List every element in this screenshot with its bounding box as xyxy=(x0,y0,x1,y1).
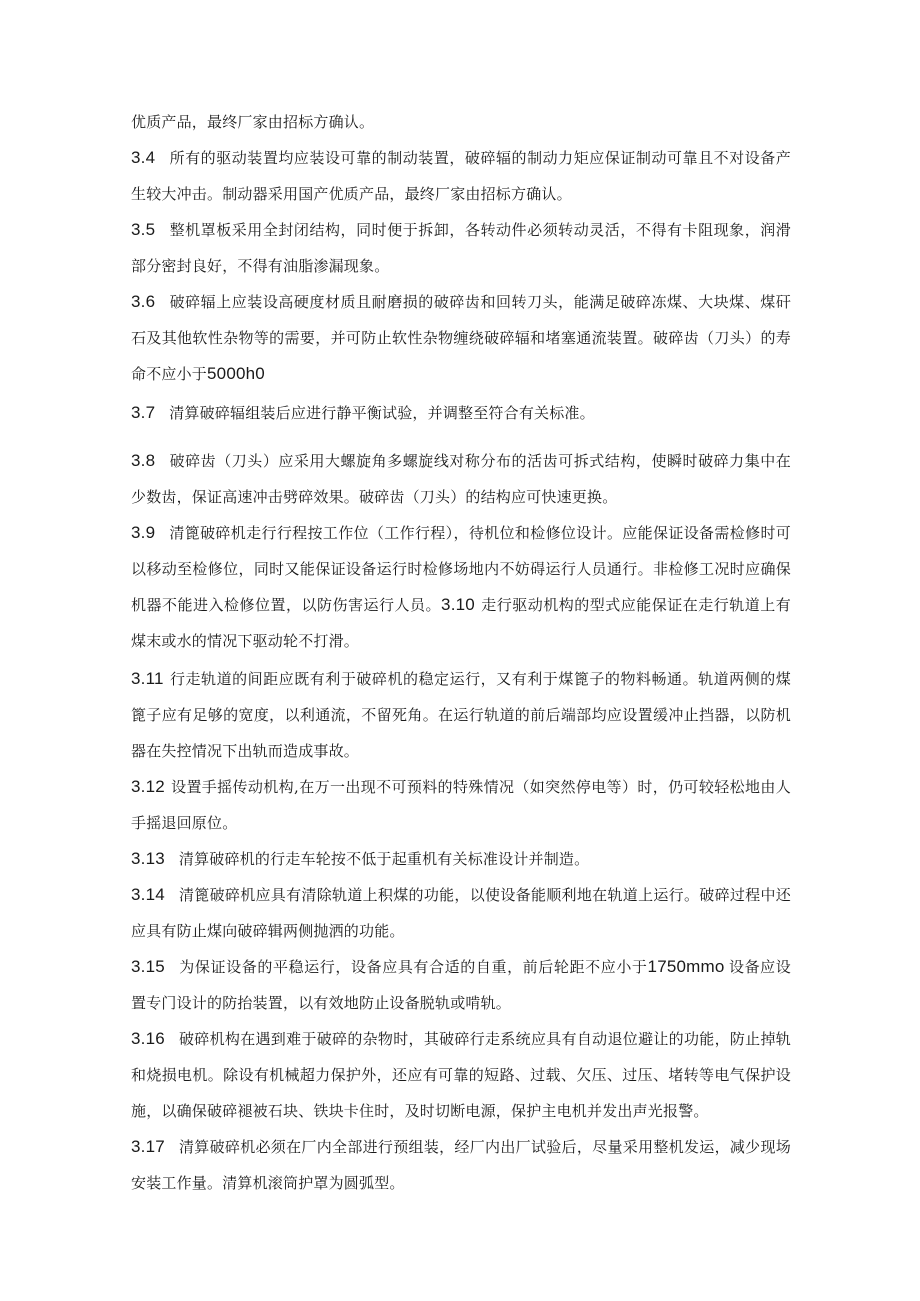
paragraph-3-14 xyxy=(131,877,791,949)
paragraph-text: 走行驱动机构的型式应能保证在走行轨道上有煤末或水的情况下驱动轮不打滑。 xyxy=(131,596,791,650)
paragraph-3-9 xyxy=(131,515,791,659)
section-number: 3.14 xyxy=(131,885,165,904)
section-number: 3.6 xyxy=(131,292,156,311)
paragraph-text: 优质产品，最终厂家由招标方确认。 xyxy=(131,113,375,131)
paragraph-3-13 xyxy=(131,841,791,877)
paragraph-text: 破碎辐上应装设高硬度材质且耐磨损的破碎齿和回转刀头，能满足破碎冻煤、大块煤、煤矸石及其他软性杂物等的需要，并可防止软性杂物缠绕破碎辐和堵塞通流装置。破碎齿（刀头）的寿命不应小于 xyxy=(131,293,791,383)
paragraph-3-6 xyxy=(131,284,791,392)
section-number: 3.15 xyxy=(131,957,165,976)
paragraph-3-5 xyxy=(131,212,791,284)
paragraph-3-8 xyxy=(131,443,791,515)
section-number: 3.12 xyxy=(131,777,165,796)
paragraph-text: 行走轨道的间距应既有利于破碎机的稳定运行，又有利于煤篦子的物料畅通。轨道两侧的煤篦子应有足够的宽度，以利通流，不留死角。在运行轨道的前后端部均应设置缓冲止挡器，以防机器在失控情况下出轨而造成事故。 xyxy=(131,670,791,760)
paragraph-3-15 xyxy=(131,949,791,1021)
section-number: 3.13 xyxy=(131,849,165,868)
lifespan-value: 5000h0 xyxy=(207,364,265,383)
paragraph-text: 清篦破碎机走行行程按工作位（工作行程），待机位和检修位设计。应能保证设备需检修时可以移动至检修位，同时又能保证设备运行时检修场地内不妨碍运行人员通行。非检修工况时应确保机器不能进入检修位置，以防伤害运行人员。 xyxy=(131,524,791,614)
section-number: 3.9 xyxy=(131,523,156,542)
section-number: 3.10 xyxy=(441,595,475,614)
paragraph-3-12 xyxy=(131,769,791,841)
wheelbase-value: 1750mmo xyxy=(647,957,725,976)
paragraph-text: 清篦破碎机应具有清除轨道上积煤的功能，以使设备能顺利地在轨道上运行。破碎过程中还应具有防止煤向破碎辑两侧抛洒的功能。 xyxy=(131,886,791,940)
paragraph-text: 为保证设备的平稳运行，设备应具有合适的自重，前后轮距不应小于 xyxy=(178,958,648,976)
section-number: 3.11 xyxy=(131,669,164,688)
paragraph-continuation xyxy=(131,104,791,140)
section-number: 3.17 xyxy=(131,1137,165,1156)
paragraph-text: 破碎机构在遇到难于破碎的杂物时，其破碎行走系统应具有自动退位避让的功能，防止掉轨和烧损电机。除设有机械超力保护外，还应有可靠的短路、过载、欠压、过压、堵转等电气保护设施，以确保破碎褪被石块、铁块卡住时，及时切断电源，保护主电机并发出声光报警。 xyxy=(131,1030,791,1120)
section-number: 3.4 xyxy=(131,148,156,167)
paragraph-text: 设备应设置专门设计的防抬装置，以有效地防止设备脱轨或啃轨。 xyxy=(131,958,791,1012)
paragraph-3-7 xyxy=(131,395,791,431)
section-number: 3.8 xyxy=(131,451,156,470)
paragraph-3-11 xyxy=(131,661,791,769)
section-number: 3.5 xyxy=(131,220,156,239)
paragraph-3-17 xyxy=(131,1129,791,1201)
paragraph-3-16 xyxy=(131,1021,791,1129)
section-number: 3.7 xyxy=(131,403,156,422)
section-number: 3.16 xyxy=(131,1029,165,1048)
paragraph-text: 所有的驱动装置均应装设可靠的制动装置，破碎辐的制动力矩应保证制动可靠且不对设备产生较大冲击。制动器采用国产优质产品，最终厂家由招标方确认。 xyxy=(131,149,791,203)
paragraph-text: 清算破碎辐组装后应进行静平衡试验，并调整至符合有关标准。 xyxy=(169,404,595,422)
paragraph-text: 清算破碎机的行走车轮按不低于起重机有关标准设计并制造。 xyxy=(178,850,590,868)
paragraph-text: 破碎齿（刀头）应采用大螺旋角多螺旋线对称分布的活齿可拆式结构，使瞬时破碎力集中在少数齿，保证高速冲击劈碎效果。破碎齿（刀头）的结构应可快速更换。 xyxy=(131,452,791,506)
paragraph-text: 设置手摇传动机构,在万一出现不可预料的特殊情况（如突然停电等）时，仍可较轻松地由人手摇退回原位。 xyxy=(131,778,791,832)
paragraph-3-4 xyxy=(131,140,791,212)
paragraph-text: 清算破碎机必须在厂内全部进行预组装，经厂内出厂试验后，尽量采用整机发运，减少现场安装工作量。清算机滚筒护罩为圆弧型。 xyxy=(131,1138,791,1192)
paragraph-text: 整机罩板采用全封闭结构，同时便于拆卸，各转动件必须转动灵活，不得有卡阻现象，润滑部分密封良好，不得有油脂渗漏现象。 xyxy=(131,221,791,275)
